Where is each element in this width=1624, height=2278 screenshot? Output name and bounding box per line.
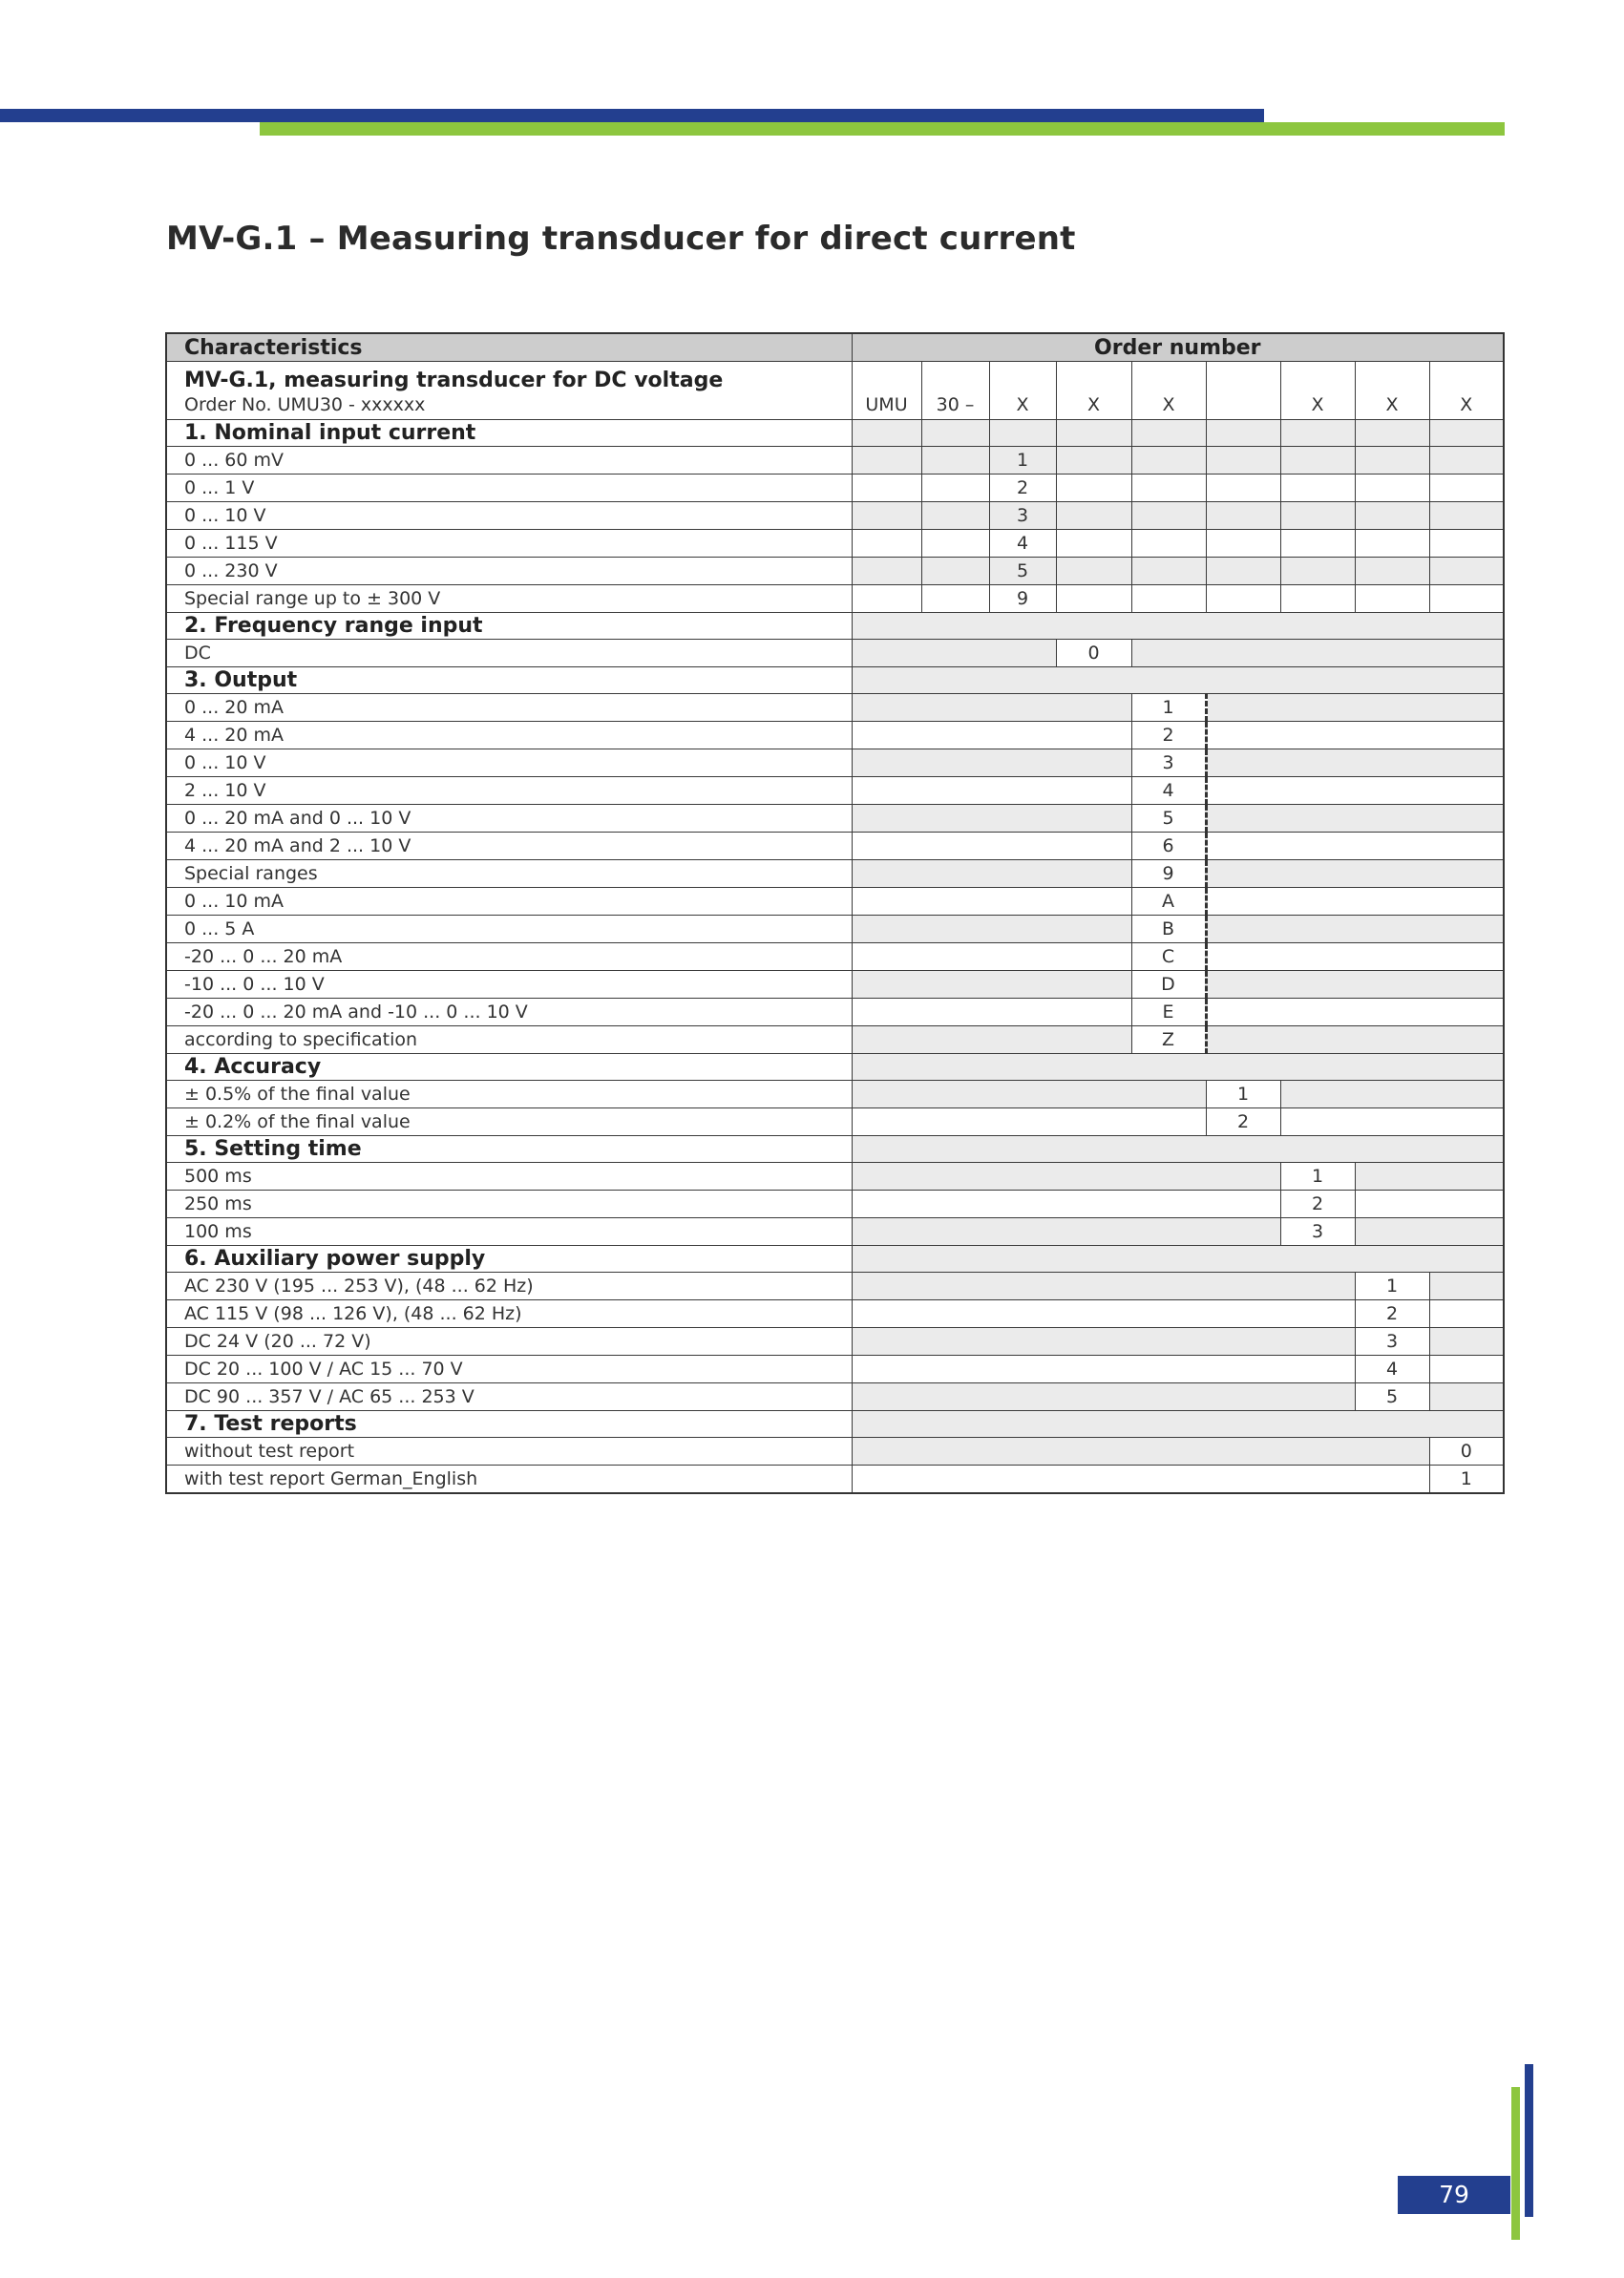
blank-span: [852, 694, 1131, 722]
order-number-header: Order number: [852, 333, 1504, 362]
blank-span: [852, 1163, 1280, 1191]
table-row: [166, 475, 1504, 502]
grid-cell: [1206, 530, 1280, 558]
table-row: [166, 1273, 1504, 1300]
section-heading-row: [166, 667, 1504, 694]
code-column-2: 30 –: [921, 362, 989, 420]
row-code: 9: [1131, 860, 1206, 888]
section-filler: [852, 1411, 1504, 1438]
row-label: 0 ... 60 mV: [166, 447, 852, 475]
row-code: 6: [1131, 833, 1206, 860]
table-row: [166, 1191, 1504, 1218]
row-label: DC: [166, 640, 852, 667]
table-row: [166, 1163, 1504, 1191]
table-row: [166, 694, 1504, 722]
page-number: 79: [1398, 2176, 1510, 2214]
blank-span: [1206, 833, 1504, 860]
grid-cell: [921, 530, 989, 558]
table-row: [166, 1081, 1504, 1108]
row-label: AC 230 V (195 ... 253 V), (48 ... 62 Hz): [166, 1273, 852, 1300]
row-code: A: [1131, 888, 1206, 916]
product-name: MV-G.1, measuring transducer for DC voltage: [184, 369, 724, 392]
grid-cell: [921, 558, 989, 585]
grid-cell: [852, 447, 921, 475]
row-label: DC 90 ... 357 V / AC 65 ... 253 V: [166, 1383, 852, 1411]
header-blue-bar: [0, 109, 1264, 122]
row-label: DC 24 V (20 ... 72 V): [166, 1328, 852, 1356]
table-row: [166, 585, 1504, 613]
blank-span: [852, 1026, 1131, 1054]
grid-cell: [852, 420, 921, 447]
table-row: [166, 777, 1504, 805]
row-code: 9: [989, 585, 1056, 613]
grid-cell: [1429, 530, 1504, 558]
grid-cell: [921, 475, 989, 502]
table-row: [166, 999, 1504, 1026]
footer-green-bar: [1511, 2087, 1520, 2240]
grid-cell: [852, 502, 921, 530]
section-filler: [852, 667, 1504, 694]
order-code-table: [165, 332, 1505, 1494]
grid-cell: [852, 530, 921, 558]
section-heading-row: [166, 1054, 1504, 1081]
section-filler: [852, 613, 1504, 640]
grid-cell: [1280, 530, 1355, 558]
blank-span: [852, 1356, 1355, 1383]
section-title: 7. Test reports: [166, 1411, 852, 1438]
blank-span: [1429, 1300, 1504, 1328]
grid-cell: [852, 475, 921, 502]
characteristics-header: Characteristics: [166, 333, 852, 362]
row-code: D: [1131, 971, 1206, 999]
grid-cell: [1131, 502, 1206, 530]
section-heading-row: [166, 420, 1504, 447]
product-row: [166, 362, 1504, 420]
row-code: 0: [1056, 640, 1131, 667]
grid-cell: [1280, 475, 1355, 502]
blank-span: [1355, 1218, 1504, 1246]
table-row: [166, 860, 1504, 888]
code-column-3: X: [989, 362, 1056, 420]
grid-cell: [1056, 475, 1131, 502]
blank-span: [852, 1383, 1355, 1411]
blank-span: [1206, 805, 1504, 833]
section-title: 6. Auxiliary power supply: [166, 1246, 852, 1273]
row-code: 1: [1131, 694, 1206, 722]
grid-cell: [1355, 502, 1429, 530]
grid-cell: [1056, 447, 1131, 475]
grid-cell: [1280, 420, 1355, 447]
table-row: [166, 1383, 1504, 1411]
row-label: 2 ... 10 V: [166, 777, 852, 805]
blank-span: [1206, 860, 1504, 888]
blank-span: [852, 749, 1131, 777]
blank-span: [1206, 749, 1504, 777]
blank-span: [1131, 640, 1504, 667]
grid-cell: [1280, 502, 1355, 530]
grid-cell: [1131, 558, 1206, 585]
section-title: 5. Setting time: [166, 1136, 852, 1163]
blank-span: [852, 1273, 1355, 1300]
row-label: DC 20 ... 100 V / AC 15 ... 70 V: [166, 1356, 852, 1383]
row-label: -20 ... 0 ... 20 mA and -10 ... 0 ... 10 V: [166, 999, 852, 1026]
table-row: [166, 749, 1504, 777]
section-title: 3. Output: [166, 667, 852, 694]
grid-cell: [1429, 447, 1504, 475]
code-column-1: UMU: [852, 362, 921, 420]
product-order-no: Order No. UMU30 - xxxxxx: [184, 394, 426, 415]
grid-cell: [1429, 502, 1504, 530]
blank-span: [1206, 1026, 1504, 1054]
section-filler: [852, 1246, 1504, 1273]
row-code: 2: [1280, 1191, 1355, 1218]
row-code: 1: [1280, 1163, 1355, 1191]
blank-span: [852, 1328, 1355, 1356]
table-row: [166, 1300, 1504, 1328]
row-label: ± 0.2% of the final value: [166, 1108, 852, 1136]
blank-span: [1206, 694, 1504, 722]
blank-span: [852, 1108, 1206, 1136]
grid-cell: [921, 447, 989, 475]
row-label: Special ranges: [166, 860, 852, 888]
grid-cell: [1280, 447, 1355, 475]
page-title: MV-G.1 – Measuring transducer for direct current: [166, 220, 1076, 258]
row-code: 1: [989, 447, 1056, 475]
blank-span: [1429, 1383, 1504, 1411]
code-column-8: X: [1355, 362, 1429, 420]
table-row: [166, 833, 1504, 860]
grid-cell: [1429, 420, 1504, 447]
grid-cell: [1131, 420, 1206, 447]
code-column-6: [1206, 362, 1280, 420]
row-label: 0 ... 115 V: [166, 530, 852, 558]
row-code: 3: [1355, 1328, 1429, 1356]
blank-span: [1206, 888, 1504, 916]
table-row: [166, 805, 1504, 833]
grid-cell: [1131, 447, 1206, 475]
row-label: 0 ... 10 mA: [166, 888, 852, 916]
section-heading-row: [166, 613, 1504, 640]
table-row: [166, 502, 1504, 530]
section-title: 2. Frequency range input: [166, 613, 852, 640]
row-label: 500 ms: [166, 1163, 852, 1191]
blank-span: [1429, 1328, 1504, 1356]
row-code: 3: [989, 502, 1056, 530]
blank-span: [1206, 971, 1504, 999]
blank-span: [852, 1081, 1206, 1108]
row-label: without test report: [166, 1438, 852, 1466]
blank-span: [852, 916, 1131, 943]
grid-cell: [1056, 530, 1131, 558]
table-row: [166, 1108, 1504, 1136]
code-column-7: X: [1280, 362, 1355, 420]
grid-cell: [1056, 558, 1131, 585]
row-label: 0 ... 10 V: [166, 502, 852, 530]
grid-cell: [989, 420, 1056, 447]
row-label: 250 ms: [166, 1191, 852, 1218]
blank-span: [852, 722, 1131, 749]
table-row: [166, 447, 1504, 475]
row-code: 4: [989, 530, 1056, 558]
table-row: [166, 722, 1504, 749]
blank-span: [852, 888, 1131, 916]
blank-span: [852, 833, 1131, 860]
table-row: [166, 943, 1504, 971]
row-label: 4 ... 20 mA: [166, 722, 852, 749]
table-row: [166, 888, 1504, 916]
row-code: 1: [1206, 1081, 1280, 1108]
row-code: 3: [1131, 749, 1206, 777]
section-heading-row: [166, 1136, 1504, 1163]
grid-cell: [1206, 558, 1280, 585]
blank-span: [852, 1218, 1280, 1246]
row-label: 0 ... 20 mA and 0 ... 10 V: [166, 805, 852, 833]
section-heading-row: [166, 1246, 1504, 1273]
table-row: [166, 1218, 1504, 1246]
blank-span: [1206, 916, 1504, 943]
blank-span: [852, 777, 1131, 805]
row-code: C: [1131, 943, 1206, 971]
table-row: [166, 640, 1504, 667]
blank-span: [852, 943, 1131, 971]
blank-span: [852, 1438, 1429, 1466]
grid-cell: [1355, 530, 1429, 558]
blank-span: [852, 1466, 1429, 1494]
row-label: 4 ... 20 mA and 2 ... 10 V: [166, 833, 852, 860]
table-row: [166, 1026, 1504, 1054]
row-label: 0 ... 5 A: [166, 916, 852, 943]
row-code: 4: [1355, 1356, 1429, 1383]
table-row: [166, 916, 1504, 943]
grid-cell: [1131, 475, 1206, 502]
row-label: 0 ... 230 V: [166, 558, 852, 585]
product-cell: [166, 362, 852, 420]
grid-cell: [1429, 585, 1504, 613]
grid-cell: [1206, 585, 1280, 613]
blank-span: [1280, 1081, 1504, 1108]
row-code: 3: [1280, 1218, 1355, 1246]
grid-cell: [1206, 447, 1280, 475]
grid-cell: [921, 502, 989, 530]
table-header-row: [166, 333, 1504, 362]
row-label: according to specification: [166, 1026, 852, 1054]
grid-cell: [1131, 530, 1206, 558]
code-column-4: X: [1056, 362, 1131, 420]
grid-cell: [852, 585, 921, 613]
row-label: 0 ... 10 V: [166, 749, 852, 777]
row-code: 2: [1355, 1300, 1429, 1328]
row-code: 0: [1429, 1438, 1504, 1466]
grid-cell: [1056, 420, 1131, 447]
row-code: E: [1131, 999, 1206, 1026]
grid-cell: [1280, 558, 1355, 585]
row-code: 1: [1355, 1273, 1429, 1300]
row-label: 100 ms: [166, 1218, 852, 1246]
table-row: [166, 971, 1504, 999]
table-row: [166, 1356, 1504, 1383]
blank-span: [852, 805, 1131, 833]
section-filler: [852, 1136, 1504, 1163]
section-heading-row: [166, 1411, 1504, 1438]
blank-span: [852, 1300, 1355, 1328]
grid-cell: [1429, 475, 1504, 502]
row-code: 5: [989, 558, 1056, 585]
blank-span: [1206, 722, 1504, 749]
row-label: -10 ... 0 ... 10 V: [166, 971, 852, 999]
grid-cell: [921, 420, 989, 447]
table-row: [166, 558, 1504, 585]
section-filler: [852, 1054, 1504, 1081]
row-code: 5: [1131, 805, 1206, 833]
row-code: 2: [1206, 1108, 1280, 1136]
row-label: with test report German_English: [166, 1466, 852, 1494]
table-row: [166, 1438, 1504, 1466]
row-code: 2: [1131, 722, 1206, 749]
row-code: B: [1131, 916, 1206, 943]
row-label: AC 115 V (98 ... 126 V), (48 ... 62 Hz): [166, 1300, 852, 1328]
table-row: [166, 1466, 1504, 1494]
grid-cell: [1056, 585, 1131, 613]
section-title: 4. Accuracy: [166, 1054, 852, 1081]
grid-cell: [1056, 502, 1131, 530]
row-label: 0 ... 20 mA: [166, 694, 852, 722]
row-code: 1: [1429, 1466, 1504, 1494]
blank-span: [1355, 1191, 1504, 1218]
blank-span: [1206, 999, 1504, 1026]
table-row: [166, 1328, 1504, 1356]
row-code: 4: [1131, 777, 1206, 805]
row-code: 5: [1355, 1383, 1429, 1411]
row-label: 0 ... 1 V: [166, 475, 852, 502]
blank-span: [1429, 1356, 1504, 1383]
blank-span: [852, 860, 1131, 888]
blank-span: [852, 971, 1131, 999]
section-title: 1. Nominal input current: [166, 420, 852, 447]
grid-cell: [1355, 420, 1429, 447]
code-column-9: X: [1429, 362, 1504, 420]
grid-cell: [1429, 558, 1504, 585]
blank-span: [1280, 1108, 1504, 1136]
grid-cell: [1280, 585, 1355, 613]
blank-span: [852, 999, 1131, 1026]
footer-blue-bar: [1525, 2064, 1533, 2217]
table-row: [166, 530, 1504, 558]
row-code: 2: [989, 475, 1056, 502]
row-label: -20 ... 0 ... 20 mA: [166, 943, 852, 971]
row-code: Z: [1131, 1026, 1206, 1054]
grid-cell: [852, 558, 921, 585]
grid-cell: [1206, 420, 1280, 447]
grid-cell: [1355, 585, 1429, 613]
grid-cell: [921, 585, 989, 613]
blank-span: [852, 640, 1056, 667]
blank-span: [1429, 1273, 1504, 1300]
code-column-5: X: [1131, 362, 1206, 420]
grid-cell: [1355, 558, 1429, 585]
blank-span: [1206, 943, 1504, 971]
grid-cell: [1206, 475, 1280, 502]
row-label: ± 0.5% of the final value: [166, 1081, 852, 1108]
grid-cell: [1355, 475, 1429, 502]
blank-span: [1355, 1163, 1504, 1191]
grid-cell: [1355, 447, 1429, 475]
grid-cell: [1206, 502, 1280, 530]
grid-cell: [1131, 585, 1206, 613]
blank-span: [852, 1191, 1280, 1218]
blank-span: [1206, 777, 1504, 805]
row-label: Special range up to ± 300 V: [166, 585, 852, 613]
header-green-bar: [260, 122, 1505, 136]
